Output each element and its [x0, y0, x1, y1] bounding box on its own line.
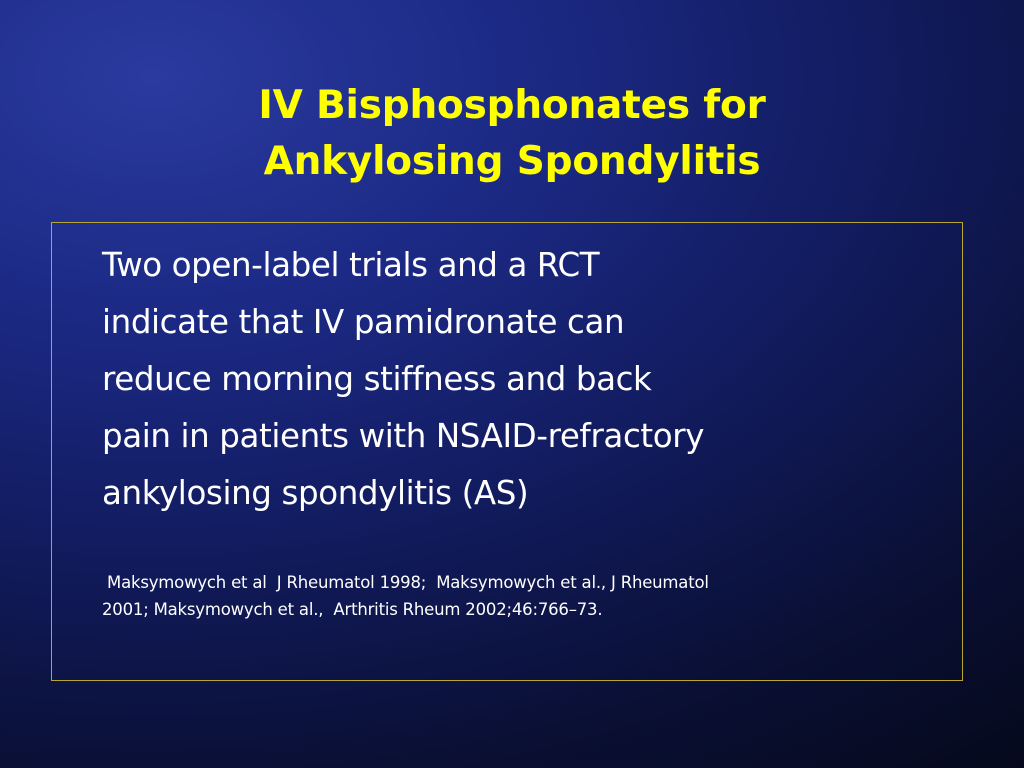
- body-line: ankylosing spondylitis (AS): [102, 474, 529, 512]
- reference-line: 2001; Maksymowych et al., Arthritis Rheum 2002;46:766–73.: [102, 600, 603, 619]
- body-line: reduce morning stiffness and back: [102, 360, 652, 398]
- slide-title: [0, 78, 1024, 190]
- content-box: [51, 222, 963, 681]
- references: [102, 569, 952, 623]
- title-line: IV Bisphosphonates for: [258, 83, 766, 128]
- body-line: pain in patients with NSAID-refractory: [102, 417, 705, 455]
- body-paragraph: [102, 237, 942, 522]
- title-line: Ankylosing Spondylitis: [263, 139, 761, 184]
- body-line: Two open-label trials and a RCT: [102, 246, 600, 284]
- body-line: indicate that IV pamidronate can: [102, 303, 625, 341]
- reference-line: Maksymowych et al J Rheumatol 1998; Maksymowych et al., J Rheumatol: [102, 573, 709, 592]
